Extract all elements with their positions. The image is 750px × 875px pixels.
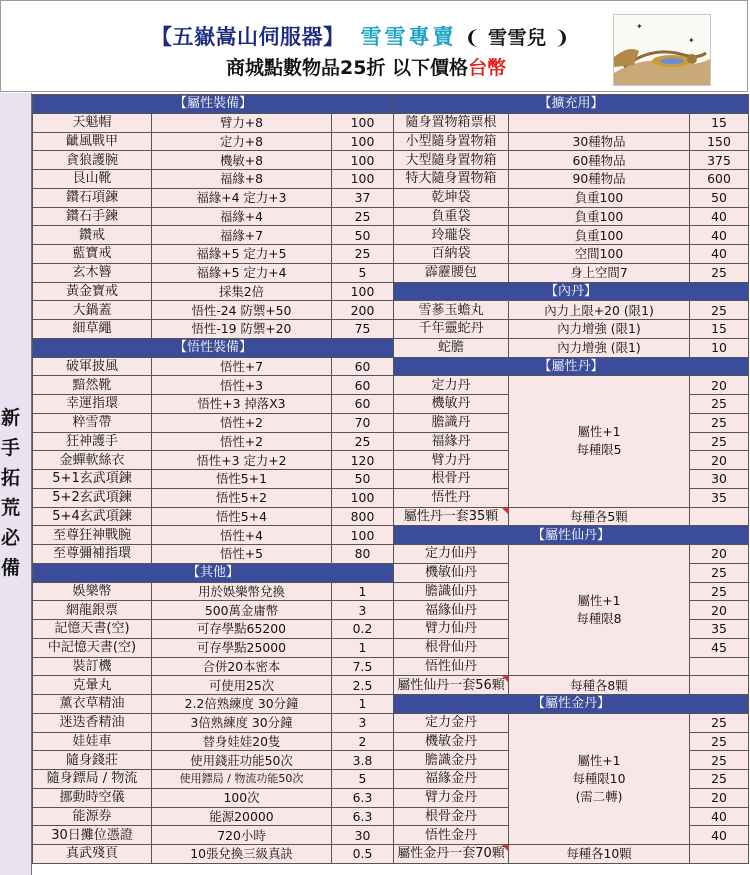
item-description: 內力上限+20 (限1) — [509, 301, 690, 320]
item-description: 可存學點25000 — [152, 638, 332, 657]
item-price: 70 — [332, 413, 394, 432]
section-header-neidan — [394, 282, 749, 301]
item-price: 25 — [690, 432, 749, 451]
item-name: 霹靂腰包 — [394, 263, 509, 282]
item-description: 用於娛樂幣兌換 — [152, 582, 332, 601]
item-price: 100 — [332, 488, 394, 507]
item-price: 100 — [332, 132, 394, 151]
item-name: 根骨仙丹 — [394, 638, 509, 657]
table-row — [394, 301, 749, 320]
item-name: 貪狼護腕 — [33, 151, 152, 170]
table-row — [394, 338, 749, 357]
item-description: 10張兌換三級真訣 — [152, 845, 332, 864]
table-row — [33, 695, 394, 714]
item-price: 800 — [332, 507, 394, 526]
section-header-label: 【內丹】 — [394, 282, 749, 301]
item-description: 悟性+3 — [152, 376, 332, 395]
item-price: 20 — [690, 601, 749, 620]
table-row — [33, 751, 394, 770]
section-header-label: 【屬性仙丹】 — [394, 526, 749, 545]
item-description: 500萬金庸幣 — [152, 601, 332, 620]
item-name: 隨身鏢局 / 物流 — [33, 770, 152, 789]
group-description-line: (需二轉) — [575, 788, 623, 804]
item-name: 中記憶天書(空) — [33, 638, 152, 657]
item-name: 福緣金丹 — [394, 770, 509, 789]
item-price: 30 — [690, 470, 749, 489]
item-description: 悟性+3 定力+2 — [152, 451, 332, 470]
item-price: 60 — [332, 395, 394, 414]
set-row — [394, 845, 749, 864]
item-name: 藍寶戒 — [33, 245, 152, 264]
group-description-line: 每種限5 — [576, 442, 622, 458]
table-row — [33, 432, 394, 451]
table-row — [33, 545, 394, 564]
table-row — [33, 395, 394, 414]
item-name: 臂力金丹 — [394, 788, 509, 807]
sidebar-banner — [0, 93, 32, 875]
item-price: 40 — [690, 807, 749, 826]
set-price — [690, 676, 749, 695]
item-name: 機敏金丹 — [394, 732, 509, 751]
section-header-label: 【悟性裝備】 — [33, 338, 394, 357]
item-price: 35 — [690, 488, 749, 507]
item-price: 3.8 — [332, 751, 394, 770]
section-header-label: 【其他】 — [33, 563, 394, 582]
item-description: 合併20本密本 — [152, 657, 332, 676]
table-row — [394, 376, 749, 395]
item-description: 負重100 — [509, 207, 690, 226]
table-row — [33, 470, 394, 489]
item-description: 悟性+4 — [152, 526, 332, 545]
item-name: 定力丹 — [394, 376, 509, 395]
item-price: 100 — [332, 151, 394, 170]
table-row — [33, 376, 394, 395]
item-description: 負重100 — [509, 226, 690, 245]
table-row — [33, 188, 394, 207]
item-name: 定力金丹 — [394, 713, 509, 732]
section-header-label: 【屬性裝備】 — [33, 95, 394, 114]
item-price: 15 — [690, 320, 749, 339]
game-logo-image — [613, 14, 711, 86]
item-name: 機敏丹 — [394, 395, 509, 414]
item-price: 40 — [690, 226, 749, 245]
svg-text:✦: ✦ — [636, 22, 643, 31]
item-price: 25 — [690, 713, 749, 732]
group-description-line: 每種限10 — [572, 770, 626, 786]
item-name: 臂力丹 — [394, 451, 509, 470]
item-name: 臂力仙丹 — [394, 620, 509, 639]
header-banner — [0, 0, 748, 92]
item-name: 破軍披風 — [33, 357, 152, 376]
item-price: 100 — [332, 113, 394, 132]
item-price: 45 — [690, 638, 749, 657]
group-description-line: 每種限8 — [576, 611, 622, 627]
item-price: 375 — [690, 151, 749, 170]
item-description: 福緣+5 定力+4 — [152, 263, 332, 282]
group-description — [509, 376, 690, 507]
item-description: 空間100 — [509, 245, 690, 264]
item-name: 悟性金丹 — [394, 826, 509, 845]
section-header-wuxing-equipment — [33, 338, 394, 357]
table-row — [33, 151, 394, 170]
server-title: 【五嶽嵩山伺服器】 — [151, 25, 345, 49]
group-description — [509, 713, 690, 844]
item-price: 100 — [332, 170, 394, 189]
item-name: 迷迭香精油 — [33, 713, 152, 732]
item-name: 艮山靴 — [33, 170, 152, 189]
item-description: 可存學點65200 — [152, 620, 332, 639]
item-price: 200 — [332, 301, 394, 320]
item-name: 裝訂機 — [33, 657, 152, 676]
table-row — [394, 151, 749, 170]
table-row — [33, 807, 394, 826]
set-description: 每種各10顆 — [509, 845, 690, 864]
set-name: 屬性丹一套35顆 — [394, 507, 509, 526]
sidebar-text: 新手拓荒必備 — [0, 407, 20, 579]
item-name: 膽識金丹 — [394, 751, 509, 770]
item-name: 小型隨身置物箱 — [394, 132, 509, 151]
item-price: 10 — [690, 338, 749, 357]
item-name: 隨身錢莊 — [33, 751, 152, 770]
item-price: 3 — [332, 713, 394, 732]
item-price: 25 — [332, 207, 394, 226]
table-row — [33, 601, 394, 620]
section-header-attr-xiandan — [394, 526, 749, 545]
table-row — [33, 582, 394, 601]
item-price: 40 — [690, 826, 749, 845]
item-price: 120 — [332, 451, 394, 470]
item-name: 5+4玄武項鍊 — [33, 507, 152, 526]
table-row — [33, 226, 394, 245]
item-price: 50 — [690, 188, 749, 207]
item-description: 3倍熟練度 30分鐘 — [152, 713, 332, 732]
item-price: 20 — [690, 451, 749, 470]
item-name: 玄木簪 — [33, 263, 152, 282]
item-description: 福緣+8 — [152, 170, 332, 189]
svg-text:✦: ✦ — [688, 36, 695, 45]
table-row — [394, 226, 749, 245]
item-name: 福緣仙丹 — [394, 601, 509, 620]
set-name: 屬性仙丹一套56顆 — [394, 676, 509, 695]
item-name: 細草繩 — [33, 320, 152, 339]
table-row — [33, 657, 394, 676]
item-name: 金蟬軟絲衣 — [33, 451, 152, 470]
item-description: 替身娃娃20隻 — [152, 732, 332, 751]
item-name: 娃娃車 — [33, 732, 152, 751]
item-name: 5+2玄武項鍊 — [33, 488, 152, 507]
table-row — [394, 113, 749, 132]
table-row — [394, 245, 749, 264]
item-price: 80 — [332, 545, 394, 564]
table-row — [394, 320, 749, 339]
item-name: 網龍銀票 — [33, 601, 152, 620]
item-name: 千年靈蛇丹 — [394, 320, 509, 339]
item-price: 50 — [332, 226, 394, 245]
item-name: 特大隨身置物箱 — [394, 170, 509, 189]
item-description: 悟性5+1 — [152, 470, 332, 489]
section-header-label: 【屬性金丹】 — [394, 695, 749, 714]
set-description: 每種各8顆 — [509, 676, 690, 695]
item-price: 1 — [332, 582, 394, 601]
table-row — [33, 676, 394, 695]
table-row — [394, 132, 749, 151]
item-name: 至尊狂神戰腕 — [33, 526, 152, 545]
item-price: 40 — [690, 207, 749, 226]
item-name: 機敏仙丹 — [394, 563, 509, 582]
item-price: 20 — [690, 545, 749, 564]
item-price: 2 — [332, 732, 394, 751]
item-price: 100 — [332, 282, 394, 301]
section-header-label: 【屬性丹】 — [394, 357, 749, 376]
set-price — [690, 507, 749, 526]
section-header-other — [33, 563, 394, 582]
group-description-line: 屬性+1 — [577, 424, 621, 440]
item-description: 機敏+8 — [152, 151, 332, 170]
header-title — [151, 21, 570, 51]
group-description — [509, 545, 690, 676]
item-description: 60種物品 — [509, 151, 690, 170]
item-name: 挪動時空儀 — [33, 788, 152, 807]
item-description: 悟性5+2 — [152, 488, 332, 507]
item-name: 幸運指環 — [33, 395, 152, 414]
shop-name: 雪雪專賣 — [360, 25, 457, 49]
section-header-attr-equipment — [33, 95, 394, 114]
item-price: 150 — [690, 132, 749, 151]
item-description: 30種物品 — [509, 132, 690, 151]
item-name: 雪蔘玉蟾丸 — [394, 301, 509, 320]
table-row — [394, 188, 749, 207]
item-name: 膽識丹 — [394, 413, 509, 432]
header-subtitle — [226, 53, 506, 80]
item-description: 悟性5+4 — [152, 507, 332, 526]
currency-text: 台幣 — [468, 57, 507, 79]
item-price: 100 — [332, 526, 394, 545]
item-description: 內力增強 (限1) — [509, 320, 690, 339]
item-price: 25 — [690, 395, 749, 414]
item-description: 可使用25次 — [152, 676, 332, 695]
item-name: 悟性丹 — [394, 488, 509, 507]
item-price: 25 — [690, 413, 749, 432]
table-row — [394, 545, 749, 564]
item-name: 黃金寶戒 — [33, 282, 152, 301]
table-row — [33, 320, 394, 339]
item-name: 蛇膽 — [394, 338, 509, 357]
item-price: 25 — [690, 263, 749, 282]
item-description: 採集2倍 — [152, 282, 332, 301]
item-description: 福緣+5 定力+5 — [152, 245, 332, 264]
item-description: 100次 — [152, 788, 332, 807]
item-description: 使用鏢局 / 物流功能50次 — [152, 770, 332, 789]
item-description — [509, 113, 690, 132]
table-row — [33, 357, 394, 376]
item-price: 60 — [332, 376, 394, 395]
item-name: 百納袋 — [394, 245, 509, 264]
item-name: 大型隨身置物箱 — [394, 151, 509, 170]
item-description: 負重100 — [509, 188, 690, 207]
item-price: 40 — [690, 245, 749, 264]
item-description: 身上空間7 — [509, 263, 690, 282]
item-description: 福緣+4 — [152, 207, 332, 226]
item-description: 720小時 — [152, 826, 332, 845]
item-price: 1 — [332, 638, 394, 657]
item-name: 至尊彌補指環 — [33, 545, 152, 564]
item-name: 膽識仙丹 — [394, 582, 509, 601]
item-name: 克暈丸 — [33, 676, 152, 695]
table-row — [33, 526, 394, 545]
table-row — [33, 132, 394, 151]
table-row — [33, 207, 394, 226]
table-row — [33, 638, 394, 657]
table-row — [33, 413, 394, 432]
item-name: 薰衣草精油 — [33, 695, 152, 714]
item-name: 玲瓏袋 — [394, 226, 509, 245]
item-name: 齜風戰甲 — [33, 132, 152, 151]
item-name: 乾坤袋 — [394, 188, 509, 207]
table-row — [33, 845, 394, 864]
item-price: 30 — [332, 826, 394, 845]
seller-name: ❨ 雪雪兒 ❩ — [464, 27, 571, 49]
item-description: 福緣+7 — [152, 226, 332, 245]
set-price — [690, 845, 749, 864]
item-description: 福緣+4 定力+3 — [152, 188, 332, 207]
group-description-line: 屬性+1 — [577, 593, 621, 609]
item-name: 隨身置物箱票根 — [394, 113, 509, 132]
table-row — [33, 488, 394, 507]
set-row — [394, 676, 749, 695]
item-description: 悟性-19 防禦+20 — [152, 320, 332, 339]
item-price: 20 — [690, 376, 749, 395]
item-price: 20 — [690, 788, 749, 807]
table-row — [394, 207, 749, 226]
item-name: 定力仙丹 — [394, 545, 509, 564]
table-row — [33, 507, 394, 526]
item-description: 悟性-24 防禦+50 — [152, 301, 332, 320]
item-price: 25 — [690, 751, 749, 770]
item-price: 15 — [690, 113, 749, 132]
item-price: 37 — [332, 188, 394, 207]
set-row — [394, 507, 749, 526]
item-description: 悟性+5 — [152, 545, 332, 564]
item-description: 能源20000 — [152, 807, 332, 826]
table-row — [33, 245, 394, 264]
item-price: 3 — [332, 601, 394, 620]
table-row — [33, 788, 394, 807]
set-name: 屬性金丹一套70顆 — [394, 845, 509, 864]
item-name: 天魁帽 — [33, 113, 152, 132]
table-row — [394, 170, 749, 189]
item-price: 25 — [332, 432, 394, 451]
item-description: 臂力+8 — [152, 113, 332, 132]
table-row — [33, 826, 394, 845]
item-price: 0.5 — [332, 845, 394, 864]
item-price: 6.3 — [332, 807, 394, 826]
item-price: 0.2 — [332, 620, 394, 639]
item-price: 25 — [690, 301, 749, 320]
item-price: 600 — [690, 170, 749, 189]
item-name: 根骨金丹 — [394, 807, 509, 826]
item-description: 悟性+2 — [152, 432, 332, 451]
item-price: 25 — [690, 563, 749, 582]
group-description-line: 屬性+1 — [577, 752, 621, 768]
item-name: 粹雪帶 — [33, 413, 152, 432]
item-name: 福緣丹 — [394, 432, 509, 451]
item-price: 5 — [332, 770, 394, 789]
item-description: 2.2倍熟練度 30分鐘 — [152, 695, 332, 714]
item-price: 6.3 — [332, 788, 394, 807]
table-row — [33, 451, 394, 470]
item-name: 狂神護手 — [33, 432, 152, 451]
right-price-table — [393, 94, 749, 864]
item-name: 鑽石手鍊 — [33, 207, 152, 226]
left-price-table — [32, 94, 394, 864]
item-name: 5+1玄武項鍊 — [33, 470, 152, 489]
item-name: 根骨丹 — [394, 470, 509, 489]
item-name: 真武殘頁 — [33, 845, 152, 864]
item-description: 內力增強 (限1) — [509, 338, 690, 357]
table-row — [33, 732, 394, 751]
section-header-expansion — [394, 95, 749, 114]
table-row — [33, 770, 394, 789]
item-name: 記憶天書(空) — [33, 620, 152, 639]
item-price: 25 — [690, 732, 749, 751]
item-price: 5 — [332, 263, 394, 282]
table-row — [33, 282, 394, 301]
item-price: 7.5 — [332, 657, 394, 676]
table-row — [394, 263, 749, 282]
section-header-attr-pill — [394, 357, 749, 376]
table-row — [33, 301, 394, 320]
item-name: 30日攤位憑證 — [33, 826, 152, 845]
table-row — [394, 713, 749, 732]
item-name: 大鍋蓋 — [33, 301, 152, 320]
item-price: 50 — [332, 470, 394, 489]
subtitle-text: 商城點數物品25折 以下價格 — [226, 57, 469, 79]
item-price: 25 — [332, 245, 394, 264]
table-row — [33, 263, 394, 282]
section-header-attr-jindan — [394, 695, 749, 714]
item-price: 2.5 — [332, 676, 394, 695]
item-description: 使用錢莊功能50次 — [152, 751, 332, 770]
table-row — [33, 170, 394, 189]
table-row — [33, 620, 394, 639]
item-description: 悟性+7 — [152, 357, 332, 376]
item-description: 悟性+2 — [152, 413, 332, 432]
item-description: 90種物品 — [509, 170, 690, 189]
item-name: 鑽石項鍊 — [33, 188, 152, 207]
item-price: 60 — [332, 357, 394, 376]
item-description: 定力+8 — [152, 132, 332, 151]
item-description: 悟性+3 掉落X3 — [152, 395, 332, 414]
set-description: 每種各5顆 — [509, 507, 690, 526]
item-name: 負重袋 — [394, 207, 509, 226]
item-price: 25 — [690, 770, 749, 789]
item-name: 娛樂幣 — [33, 582, 152, 601]
item-name: 鑽戒 — [33, 226, 152, 245]
item-price: 1 — [332, 695, 394, 714]
table-row — [33, 713, 394, 732]
item-price: 75 — [332, 320, 394, 339]
item-name: 能源券 — [33, 807, 152, 826]
item-name: 悟性仙丹 — [394, 657, 509, 676]
item-price: 25 — [690, 582, 749, 601]
table-row — [33, 113, 394, 132]
item-price: 35 — [690, 620, 749, 639]
item-name: 黯然靴 — [33, 376, 152, 395]
item-price — [690, 657, 749, 676]
section-header-label: 【擴充用】 — [394, 95, 749, 114]
